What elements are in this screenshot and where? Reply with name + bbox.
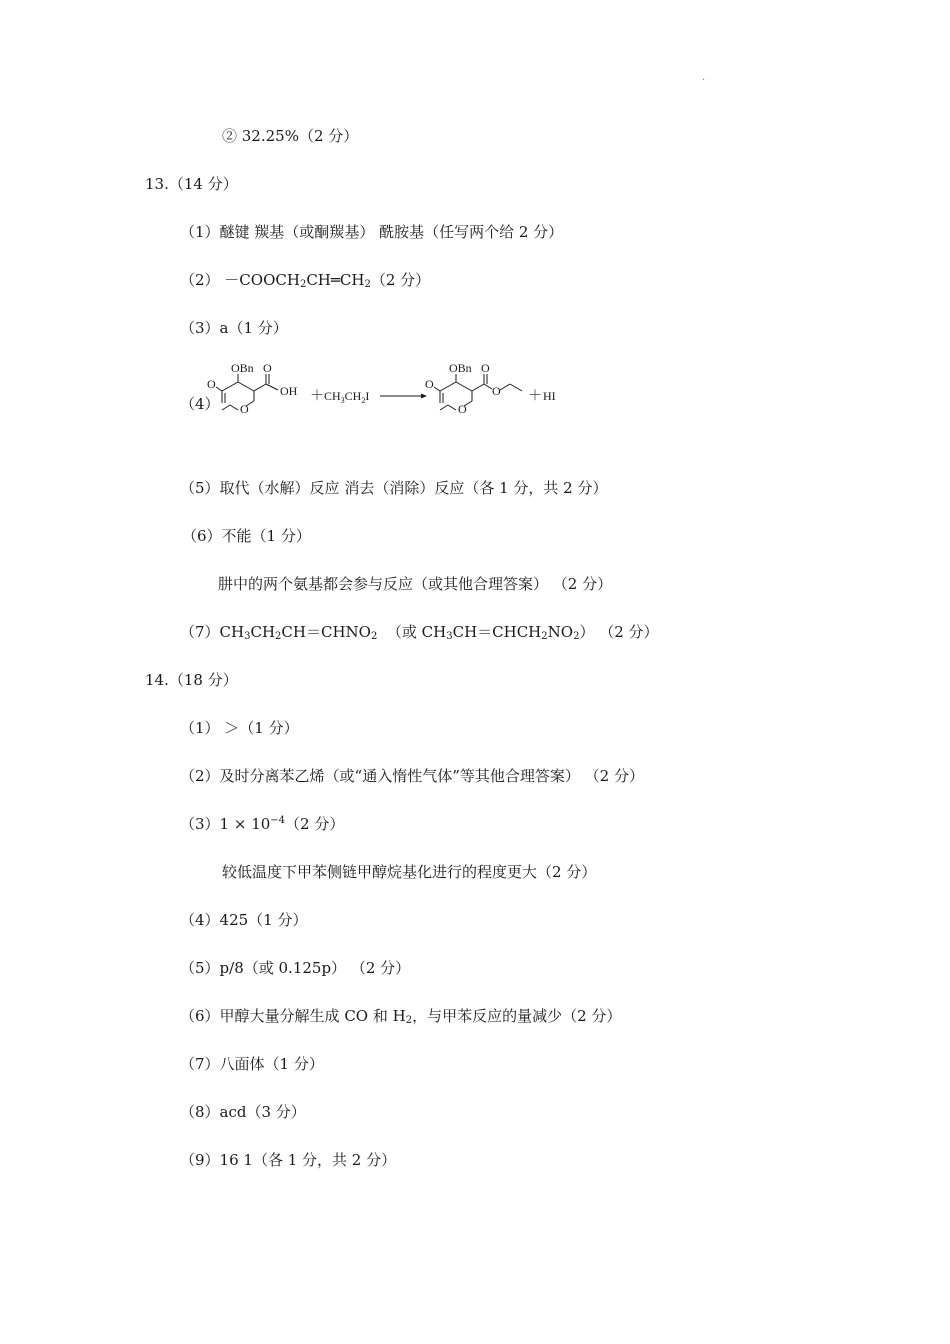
reagent-part: I: [365, 389, 370, 403]
answer-14-6-part: （6）甲醇大量分解生成 CO 和 H: [180, 1007, 406, 1025]
question-13-header: 13.（14 分）: [145, 175, 238, 193]
answer-13-7-part: NO: [547, 623, 574, 641]
answer-13-7-part: （或 CH: [386, 623, 447, 641]
answer-13-7-part: CH＝CHCH: [452, 623, 542, 641]
subscript: 2: [299, 279, 307, 290]
reaction-equation: [186, 360, 606, 430]
subscript: 2: [573, 631, 580, 642]
answer-13-7-part: （7）CH: [180, 623, 245, 641]
answer-14-4: （4）425（1 分）: [180, 911, 308, 929]
answer-13-6-reason: 肼中的两个氨基都会参与反应（或其他合理答案） （2 分）: [218, 575, 613, 593]
answer-13-2: [180, 270, 430, 290]
subscript: 2: [541, 631, 548, 642]
answer-14-6-part: ，与甲苯反应的量减少（2 分）: [412, 1007, 622, 1025]
answer-13-4-label: （4）: [180, 395, 220, 413]
subscript: 2: [361, 396, 366, 405]
left-obn: OBn: [231, 361, 254, 375]
answer-13-1: （1）醚键 羰基（或酮羰基） 酰胺基（任写两个给 2 分）: [180, 223, 564, 241]
answer-13-7-part: ） （2 分）: [579, 623, 659, 641]
answer-14-3-part: （2 分）: [285, 815, 345, 833]
answer-14-1: （1） ＞（1 分）: [180, 719, 299, 737]
answer-12-2: ② 32.25%（2 分）: [222, 127, 359, 145]
right-molecule-bonds: [434, 374, 522, 410]
answer-14-2: （2）及时分离苯乙烯（或“通入惰性气体”等其他合理答案） （2 分）: [180, 767, 644, 785]
right-obn: OBn: [449, 361, 472, 375]
answer-14-3-reason: 较低温度下甲苯侧链甲醇烷基化进行的程度更大（2 分）: [222, 863, 597, 881]
page-dot: .: [702, 72, 706, 83]
answer-13-2-part: （2 分）: [370, 271, 431, 289]
subscript: 2: [275, 631, 282, 642]
answer-13-7-part: CH＝CHNO: [281, 623, 371, 641]
right-carbonyl-o: O: [481, 361, 490, 375]
left-keto-o: O: [207, 377, 216, 391]
answer-14-5: （5）p/8（或 0.125p） （2 分）: [180, 959, 411, 977]
answer-13-7: [180, 622, 659, 642]
answer-14-3: [180, 814, 344, 834]
right-ester-o: O: [492, 384, 501, 398]
subscript: 3: [340, 396, 345, 405]
subscript: 2: [370, 631, 378, 642]
subscript: 3: [244, 631, 251, 642]
question-14-header: 14.（18 分）: [145, 671, 238, 689]
answer-14-3-part: （3）1 × 10: [180, 815, 271, 833]
left-ring-o: O: [240, 402, 249, 416]
answer-13-2-part: （2） －COOCH: [180, 271, 300, 289]
reaction-arrow: [380, 394, 427, 399]
plus-sign-2: ＋: [528, 389, 542, 404]
subscript: 2: [364, 279, 371, 290]
answer-13-5: （5）取代（水解）反应 消去（消除）反应（各 1 分，共 2 分）: [180, 479, 608, 497]
answer-13-6: （6）不能（1 分）: [182, 527, 311, 545]
answer-13-3: （3）a（1 分）: [180, 319, 288, 337]
byproduct-hi: HI: [543, 389, 556, 403]
reagent-part: CH: [324, 389, 341, 403]
answer-13-7-part: CH: [250, 623, 276, 641]
answer-14-6: [180, 1006, 621, 1026]
reagent-ethyl-iodide: [324, 389, 369, 405]
answer-13-2-part: CH═CH: [306, 271, 365, 289]
subscript: 3: [446, 631, 453, 642]
left-carbonyl-o: O: [263, 361, 272, 375]
reagent-part: CH: [344, 389, 362, 403]
answer-14-9: （9）16 1（各 1 分，共 2 分）: [180, 1151, 397, 1169]
left-oh: OH: [280, 384, 298, 398]
subscript: 2: [405, 1015, 413, 1026]
superscript: −4: [270, 815, 286, 826]
answer-14-7: （7）八面体（1 分）: [180, 1055, 324, 1073]
right-keto-o: O: [425, 377, 434, 391]
right-ring-o: O: [458, 402, 467, 416]
answer-14-8: （8）acd（3 分）: [180, 1103, 306, 1121]
reaction-svg: [186, 360, 606, 430]
plus-sign-1: ＋: [310, 389, 324, 404]
